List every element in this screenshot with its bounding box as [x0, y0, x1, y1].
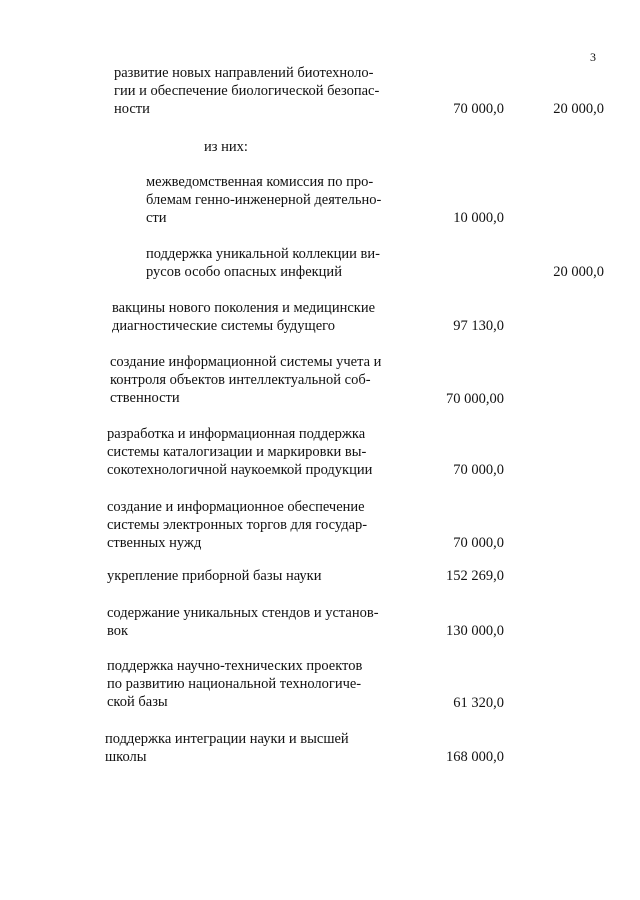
- row-label-line: ности: [114, 101, 150, 117]
- amount-col2: 20 000,0: [553, 264, 604, 280]
- row-label-line: создание информационной системы учета и: [110, 354, 382, 370]
- row-label: [105, 730, 349, 766]
- row-label-line: разработка и информационная поддержка: [107, 426, 366, 442]
- row-label-line: укрепление приборной базы науки: [107, 568, 322, 584]
- row-label-line: развитие новых направлений биотехноло-: [114, 65, 374, 81]
- row-label-line: русов особо опасных инфекций: [146, 264, 342, 280]
- row-label: [110, 353, 381, 407]
- row-label: [107, 567, 321, 585]
- row-label-line: диагностические системы будущего: [112, 318, 335, 334]
- row-label-line: по развитию национальной технологиче-: [107, 676, 362, 692]
- row-label-line: ственных нужд: [107, 535, 202, 551]
- amount-col1: 70 000,0: [453, 101, 504, 117]
- row-label: [112, 299, 375, 335]
- amount-col1: 152 269,0: [446, 568, 504, 584]
- amount-col1: 70 000,00: [446, 391, 504, 407]
- row-label-line: поддержка интеграции науки и высшей: [105, 731, 349, 747]
- page-number: 3: [590, 50, 596, 64]
- row-label: [146, 173, 381, 227]
- amount-col1: 130 000,0: [446, 623, 504, 639]
- row-label-line: поддержка научно-технических проектов: [107, 658, 363, 674]
- row-label-line: содержание уникальных стендов и установ-: [107, 605, 379, 621]
- row-label: [204, 138, 248, 156]
- row-label: [146, 245, 380, 281]
- row-label-line: из них:: [204, 139, 248, 155]
- row-label: [114, 64, 379, 118]
- amount-col1: 97 130,0: [453, 318, 504, 334]
- row-label-line: вок: [107, 623, 129, 639]
- row-label-line: поддержка уникальной коллекции ви-: [146, 246, 380, 262]
- row-label-line: межведомственная комиссия по про-: [146, 174, 374, 190]
- row-label-line: гии и обеспечение биологической безопас-: [114, 83, 380, 99]
- row-label-line: системы каталогизации и маркировки вы-: [107, 444, 367, 460]
- amount-col1: 61 320,0: [453, 695, 504, 711]
- row-label: [107, 657, 362, 711]
- row-label: [107, 425, 372, 479]
- row-label-line: блемам генно-инженерной деятельно-: [146, 192, 382, 208]
- row-label-line: сти: [146, 210, 167, 226]
- row-label-line: школы: [105, 749, 147, 765]
- row-label: [107, 604, 379, 640]
- row-label-line: ственности: [110, 390, 180, 406]
- amount-col1: 70 000,0: [453, 535, 504, 551]
- row-label-line: вакцины нового поколения и медицинские: [112, 300, 376, 316]
- row-label-line: системы электронных торгов для государ-: [107, 517, 368, 533]
- amount-col1: 70 000,0: [453, 462, 504, 478]
- amount-col1: 10 000,0: [453, 210, 504, 226]
- row-label-line: ской базы: [107, 694, 168, 710]
- row-label-line: создание и информационное обеспечение: [107, 499, 365, 515]
- row-label: [107, 498, 367, 552]
- amount-col2: 20 000,0: [553, 101, 604, 117]
- amount-col1: 168 000,0: [446, 749, 504, 765]
- row-label-line: сокотехнологичной наукоемкой продукции: [107, 462, 373, 478]
- row-label-line: контроля объектов интеллектуальной соб-: [110, 372, 371, 388]
